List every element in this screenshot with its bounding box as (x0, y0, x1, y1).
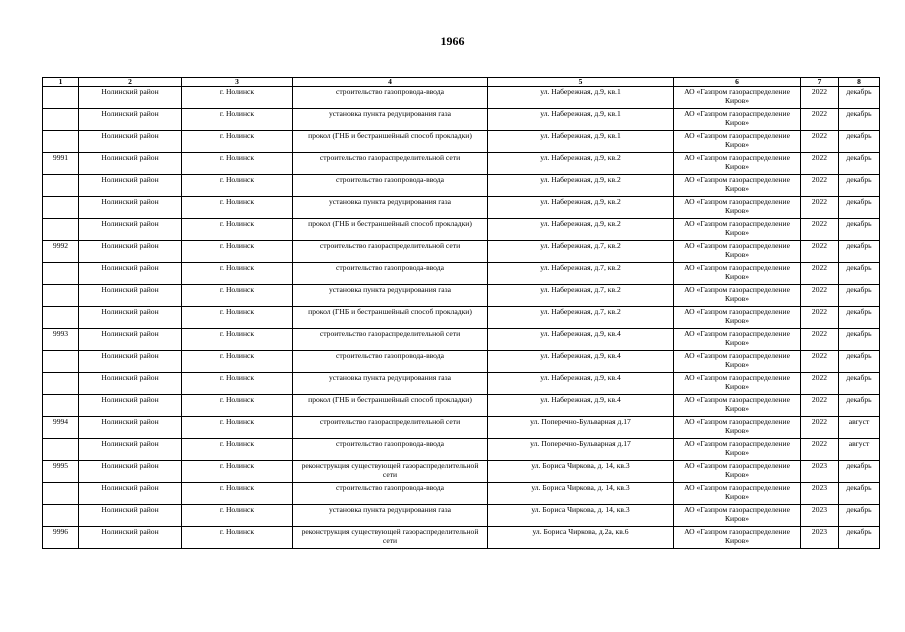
locality-cell: г. Нолинск (182, 131, 293, 153)
month-cell: декабрь (839, 483, 880, 505)
work-type-cell: установка пункта редуцирования газа (293, 109, 488, 131)
table-row (43, 197, 880, 219)
locality-cell: г. Нолинск (182, 197, 293, 219)
year-cell: 2022 (801, 285, 839, 307)
row-number-cell (43, 197, 79, 219)
work-type-cell: установка пункта редуцирования газа (293, 505, 488, 527)
table-row (43, 505, 880, 527)
table-row (43, 175, 880, 197)
table-row (43, 395, 880, 417)
year-cell: 2022 (801, 373, 839, 395)
column-header: 7 (801, 78, 839, 87)
month-cell: декабрь (839, 241, 880, 263)
month-cell: декабрь (839, 461, 880, 483)
month-cell: декабрь (839, 329, 880, 351)
month-cell: декабрь (839, 153, 880, 175)
month-cell: декабрь (839, 219, 880, 241)
table-row (43, 527, 880, 549)
table-row (43, 351, 880, 373)
row-number-cell (43, 219, 79, 241)
locality-cell: г. Нолинск (182, 219, 293, 241)
address-cell: ул. Набережная, д.9, кв.1 (488, 131, 674, 153)
address-cell: ул. Бориса Чиркова, д. 14, кв.3 (488, 483, 674, 505)
table-row (43, 153, 880, 175)
work-type-cell: реконструкция существующей газораспределительной сети (293, 461, 488, 483)
month-cell: декабрь (839, 351, 880, 373)
column-header: 1 (43, 78, 79, 87)
page-number: 1966 (440, 34, 465, 48)
year-cell: 2022 (801, 263, 839, 285)
row-number-cell (43, 263, 79, 285)
locality-cell: г. Нолинск (182, 285, 293, 307)
address-cell: ул. Набережная, д.9, кв.2 (488, 219, 674, 241)
address-cell: ул. Набережная, д.7, кв.2 (488, 241, 674, 263)
month-cell: декабрь (839, 131, 880, 153)
header-row (43, 78, 880, 87)
organization-cell: АО «Газпром газораспределение Киров» (674, 417, 801, 439)
address-cell: ул. Бориса Чиркова, д. 14, кв.3 (488, 505, 674, 527)
year-cell: 2023 (801, 483, 839, 505)
month-cell: декабрь (839, 197, 880, 219)
organization-cell: АО «Газпром газораспределение Киров» (674, 329, 801, 351)
district-cell: Нолинский район (79, 505, 182, 527)
row-number-cell (43, 131, 79, 153)
locality-cell: г. Нолинск (182, 307, 293, 329)
work-type-cell: реконструкция существующей газораспределительной сети (293, 527, 488, 549)
row-number-cell: 9993 (43, 329, 79, 351)
address-cell: ул. Набережная, д.7, кв.2 (488, 307, 674, 329)
organization-cell: АО «Газпром газораспределение Киров» (674, 461, 801, 483)
district-cell: Нолинский район (79, 461, 182, 483)
work-type-cell: строительство газопровода-ввода (293, 175, 488, 197)
row-number-cell: 9991 (43, 153, 79, 175)
district-cell: Нолинский район (79, 131, 182, 153)
locality-cell: г. Нолинск (182, 109, 293, 131)
district-cell: Нолинский район (79, 527, 182, 549)
locality-cell: г. Нолинск (182, 439, 293, 461)
work-type-cell: строительство газопровода-ввода (293, 263, 488, 285)
address-cell: ул. Набережная, д.9, кв.2 (488, 197, 674, 219)
table-row (43, 417, 880, 439)
organization-cell: АО «Газпром газораспределение Киров» (674, 241, 801, 263)
table-row (43, 285, 880, 307)
organization-cell: АО «Газпром газораспределение Киров» (674, 175, 801, 197)
district-cell: Нолинский район (79, 329, 182, 351)
district-cell: Нолинский район (79, 439, 182, 461)
address-cell: ул. Поперечно-Бульварная д.17 (488, 417, 674, 439)
row-number-cell: 9996 (43, 527, 79, 549)
organization-cell: АО «Газпром газораспределение Киров» (674, 109, 801, 131)
row-number-cell (43, 351, 79, 373)
year-cell: 2022 (801, 153, 839, 175)
work-type-cell: строительство газораспределительной сети (293, 241, 488, 263)
year-cell: 2022 (801, 351, 839, 373)
row-number-cell (43, 395, 79, 417)
month-cell: декабрь (839, 109, 880, 131)
district-cell: Нолинский район (79, 373, 182, 395)
column-header: 5 (488, 78, 674, 87)
organization-cell: АО «Газпром газораспределение Киров» (674, 351, 801, 373)
table-row (43, 307, 880, 329)
work-type-cell: строительство газопровода-ввода (293, 351, 488, 373)
locality-cell: г. Нолинск (182, 175, 293, 197)
registry-table (42, 77, 880, 549)
district-cell: Нолинский район (79, 175, 182, 197)
locality-cell: г. Нолинск (182, 461, 293, 483)
work-type-cell: прокол (ГНБ и бестраншейный способ прокладки) (293, 395, 488, 417)
year-cell: 2022 (801, 241, 839, 263)
month-cell: декабрь (839, 263, 880, 285)
address-cell: ул. Бориса Чиркова, д.2а, кв.6 (488, 527, 674, 549)
work-type-cell: прокол (ГНБ и бестраншейный способ прокладки) (293, 219, 488, 241)
district-cell: Нолинский район (79, 285, 182, 307)
row-number-cell (43, 285, 79, 307)
month-cell: декабрь (839, 175, 880, 197)
table-row (43, 439, 880, 461)
district-cell: Нолинский район (79, 351, 182, 373)
address-cell: ул. Набережная, д.9, кв.4 (488, 395, 674, 417)
locality-cell: г. Нолинск (182, 505, 293, 527)
table-row (43, 329, 880, 351)
locality-cell: г. Нолинск (182, 263, 293, 285)
address-cell: ул. Набережная, д.7, кв.2 (488, 285, 674, 307)
address-cell: ул. Набережная, д.9, кв.1 (488, 87, 674, 109)
organization-cell: АО «Газпром газораспределение Киров» (674, 153, 801, 175)
work-type-cell: прокол (ГНБ и бестраншейный способ прокладки) (293, 307, 488, 329)
year-cell: 2022 (801, 307, 839, 329)
year-cell: 2022 (801, 439, 839, 461)
district-cell: Нолинский район (79, 263, 182, 285)
district-cell: Нолинский район (79, 307, 182, 329)
organization-cell: АО «Газпром газораспределение Киров» (674, 131, 801, 153)
row-number-cell (43, 109, 79, 131)
month-cell: декабрь (839, 285, 880, 307)
work-type-cell: строительство газопровода-ввода (293, 439, 488, 461)
address-cell: ул. Набережная, д.7, кв.2 (488, 263, 674, 285)
table-row (43, 131, 880, 153)
locality-cell: г. Нолинск (182, 373, 293, 395)
year-cell: 2023 (801, 505, 839, 527)
table-row (43, 263, 880, 285)
year-cell: 2022 (801, 197, 839, 219)
work-type-cell: строительство газораспределительной сети (293, 329, 488, 351)
month-cell: декабрь (839, 395, 880, 417)
work-type-cell: строительство газопровода-ввода (293, 87, 488, 109)
address-cell: ул. Бориса Чиркова, д. 14, кв.3 (488, 461, 674, 483)
month-cell: декабрь (839, 527, 880, 549)
row-number-cell (43, 307, 79, 329)
organization-cell: АО «Газпром газораспределение Киров» (674, 439, 801, 461)
year-cell: 2023 (801, 461, 839, 483)
organization-cell: АО «Газпром газораспределение Киров» (674, 263, 801, 285)
work-type-cell: строительство газораспределительной сети (293, 153, 488, 175)
locality-cell: г. Нолинск (182, 483, 293, 505)
locality-cell: г. Нолинск (182, 417, 293, 439)
locality-cell: г. Нолинск (182, 87, 293, 109)
organization-cell: АО «Газпром газораспределение Киров» (674, 219, 801, 241)
locality-cell: г. Нолинск (182, 527, 293, 549)
year-cell: 2022 (801, 109, 839, 131)
organization-cell: АО «Газпром газораспределение Киров» (674, 197, 801, 219)
locality-cell: г. Нолинск (182, 329, 293, 351)
year-cell: 2022 (801, 219, 839, 241)
district-cell: Нолинский район (79, 483, 182, 505)
year-cell: 2023 (801, 527, 839, 549)
locality-cell: г. Нолинск (182, 241, 293, 263)
row-number-cell (43, 175, 79, 197)
row-number-cell (43, 505, 79, 527)
month-cell: декабрь (839, 87, 880, 109)
organization-cell: АО «Газпром газораспределение Киров» (674, 483, 801, 505)
organization-cell: АО «Газпром газораспределение Киров» (674, 373, 801, 395)
table-row (43, 483, 880, 505)
district-cell: Нолинский район (79, 241, 182, 263)
locality-cell: г. Нолинск (182, 351, 293, 373)
year-cell: 2022 (801, 87, 839, 109)
year-cell: 2022 (801, 417, 839, 439)
table-row (43, 219, 880, 241)
organization-cell: АО «Газпром газораспределение Киров» (674, 395, 801, 417)
district-cell: Нолинский район (79, 87, 182, 109)
month-cell: декабрь (839, 373, 880, 395)
locality-cell: г. Нолинск (182, 395, 293, 417)
table-row (43, 109, 880, 131)
column-header: 3 (182, 78, 293, 87)
column-header: 2 (79, 78, 182, 87)
address-cell: ул. Набережная, д.9, кв.4 (488, 373, 674, 395)
row-number-cell (43, 439, 79, 461)
address-cell: ул. Набережная, д.9, кв.2 (488, 153, 674, 175)
address-cell: ул. Набережная, д.9, кв.1 (488, 109, 674, 131)
table-row (43, 241, 880, 263)
work-type-cell: установка пункта редуцирования газа (293, 197, 488, 219)
month-cell: декабрь (839, 505, 880, 527)
month-cell: август (839, 439, 880, 461)
organization-cell: АО «Газпром газораспределение Киров» (674, 527, 801, 549)
year-cell: 2022 (801, 329, 839, 351)
work-type-cell: установка пункта редуцирования газа (293, 373, 488, 395)
row-number-cell: 9992 (43, 241, 79, 263)
address-cell: ул. Набережная, д.9, кв.4 (488, 351, 674, 373)
work-type-cell: строительство газораспределительной сети (293, 417, 488, 439)
locality-cell: г. Нолинск (182, 153, 293, 175)
district-cell: Нолинский район (79, 109, 182, 131)
organization-cell: АО «Газпром газораспределение Киров» (674, 307, 801, 329)
district-cell: Нолинский район (79, 153, 182, 175)
row-number-cell: 9995 (43, 461, 79, 483)
address-cell: ул. Набережная, д.9, кв.2 (488, 175, 674, 197)
organization-cell: АО «Газпром газораспределение Киров» (674, 285, 801, 307)
row-number-cell: 9994 (43, 417, 79, 439)
column-header: 8 (839, 78, 880, 87)
row-number-cell (43, 483, 79, 505)
district-cell: Нолинский район (79, 219, 182, 241)
table-row (43, 87, 880, 109)
table-row (43, 461, 880, 483)
work-type-cell: строительство газопровода-ввода (293, 483, 488, 505)
column-header: 4 (293, 78, 488, 87)
year-cell: 2022 (801, 395, 839, 417)
work-type-cell: прокол (ГНБ и бестраншейный способ прокладки) (293, 131, 488, 153)
year-cell: 2022 (801, 175, 839, 197)
district-cell: Нолинский район (79, 395, 182, 417)
column-header: 6 (674, 78, 801, 87)
district-cell: Нолинский район (79, 417, 182, 439)
address-cell: ул. Набережная, д.9, кв.4 (488, 329, 674, 351)
organization-cell: АО «Газпром газораспределение Киров» (674, 87, 801, 109)
month-cell: август (839, 417, 880, 439)
year-cell: 2022 (801, 131, 839, 153)
address-cell: ул. Поперечно-Бульварная д.17 (488, 439, 674, 461)
work-type-cell: установка пункта редуцирования газа (293, 285, 488, 307)
table-row (43, 373, 880, 395)
row-number-cell (43, 373, 79, 395)
organization-cell: АО «Газпром газораспределение Киров» (674, 505, 801, 527)
district-cell: Нолинский район (79, 197, 182, 219)
month-cell: декабрь (839, 307, 880, 329)
row-number-cell (43, 87, 79, 109)
